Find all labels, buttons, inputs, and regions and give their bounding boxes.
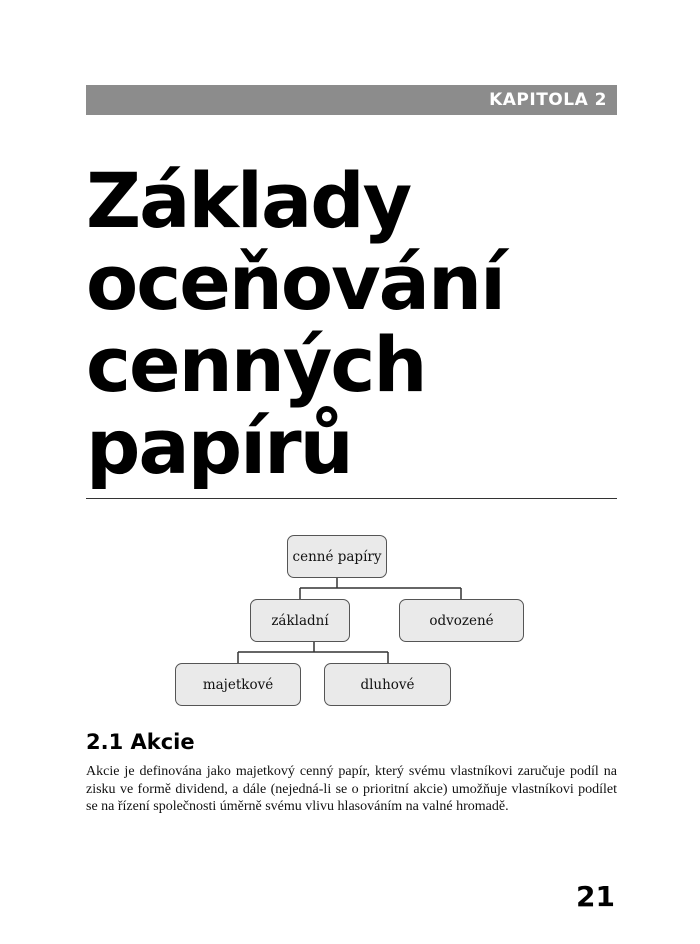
node-label: majetkové — [202, 676, 274, 693]
chapter-title-line: papírů — [86, 402, 352, 491]
node-label: odvozené — [429, 612, 494, 629]
diagram-node-root — [287, 535, 387, 578]
chapter-label: KAPITOLA 2 — [489, 90, 607, 110]
section-paragraph: Akcie je definována jako majetkový cenný papír, který svému vlastníkovi zaručuje podíl na zisku ve formě dividend, a dále (nejedná-li se o prioritní akcie) umožňuje vlastníkovi podílet se na řízení společnosti úměrně svému vlivu hlasováním na valné hromadě. — [86, 764, 617, 814]
chapter-title-line: oceňování — [86, 238, 505, 327]
diagram-node-derivative — [399, 599, 524, 642]
chapter-title-line: Základy — [86, 156, 411, 245]
chapter-title-line: cenných — [86, 320, 426, 409]
node-label: základní — [271, 612, 329, 629]
diagram-node-basic — [250, 599, 350, 642]
page-number: 21 — [576, 880, 615, 913]
diagram-node-equity — [175, 663, 301, 706]
diagram-node-debt — [324, 663, 451, 706]
section-heading: 2.1 Akcie — [86, 730, 195, 754]
node-label: dluhové — [360, 676, 415, 693]
node-label: cenné papíry — [292, 548, 382, 565]
